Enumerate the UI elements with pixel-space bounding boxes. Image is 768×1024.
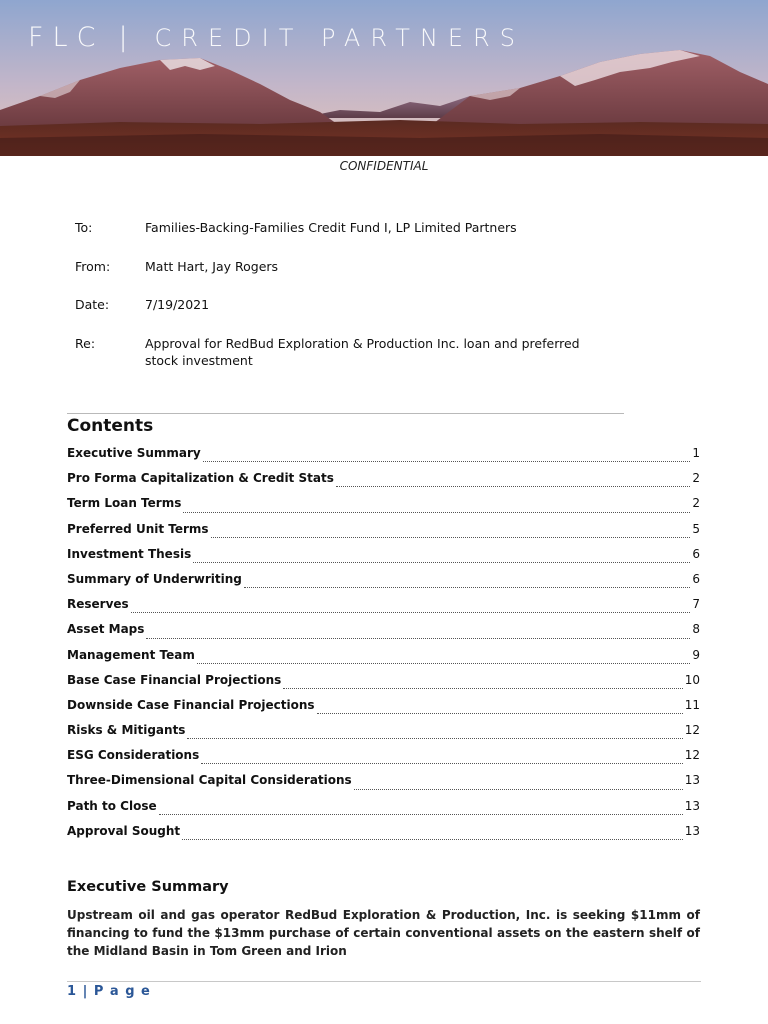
toc-entry-page: 6 xyxy=(692,546,700,561)
toc-dot-leader xyxy=(201,763,682,764)
toc-entry-page: 1 xyxy=(692,446,700,460)
toc-entry-page: 10 xyxy=(684,672,700,687)
brand-name: FLC xyxy=(28,22,105,53)
memo-to-row xyxy=(75,219,585,236)
toc-entry-title: Reserves xyxy=(67,597,129,612)
memo-re-value: Approval for RedBud Exploration & Production Inc. loan and preferred stock investment xyxy=(145,336,580,368)
toc-dot-leader xyxy=(183,512,690,513)
header-banner xyxy=(0,0,768,156)
toc-entry-title: Downside Case Financial Projections xyxy=(67,697,315,712)
toc-entry-title: Summary of Underwriting xyxy=(67,571,242,586)
toc-entry[interactable] xyxy=(67,597,700,622)
toc-entry-title: Approval Sought xyxy=(67,823,181,838)
toc-entry-title: Preferred Unit Terms xyxy=(67,521,209,536)
page-number: 1 | P a g e xyxy=(67,984,151,999)
toc-entry-page: 5 xyxy=(692,521,700,536)
toc-entry-page: 9 xyxy=(692,647,700,662)
table-of-contents xyxy=(67,446,700,849)
brand-separator: | xyxy=(118,22,137,53)
toc-entry[interactable] xyxy=(67,446,700,471)
toc-entry-page: 12 xyxy=(684,748,700,763)
toc-entry-title: ESG Considerations xyxy=(67,748,200,763)
toc-dot-leader xyxy=(203,461,691,462)
toc-entry-title: Base Case Financial Projections xyxy=(67,672,282,687)
toc-dot-leader xyxy=(146,638,690,639)
memo-re-row xyxy=(75,335,585,369)
toc-entry[interactable] xyxy=(67,522,700,547)
toc-entry[interactable] xyxy=(67,572,700,597)
toc-entry[interactable] xyxy=(67,748,700,773)
toc-entry[interactable] xyxy=(67,824,700,849)
toc-entry[interactable] xyxy=(67,723,700,748)
toc-dot-leader xyxy=(336,486,691,487)
toc-entry[interactable] xyxy=(67,773,700,798)
toc-entry-title: Path to Close xyxy=(67,798,157,813)
toc-entry-page: 13 xyxy=(684,798,700,813)
toc-dot-leader xyxy=(187,738,682,739)
toc-entry[interactable] xyxy=(67,698,700,723)
memo-date-label: Date: xyxy=(75,297,110,312)
toc-entry-page: 6 xyxy=(692,571,700,586)
toc-heading: Contents xyxy=(67,416,154,436)
divider xyxy=(67,413,624,414)
toc-entry-title: Investment Thesis xyxy=(67,546,192,561)
memo-from-label: From: xyxy=(75,259,111,274)
toc-dot-leader xyxy=(354,789,683,790)
toc-entry-page: 13 xyxy=(684,823,700,838)
toc-entry-page: 2 xyxy=(692,471,700,486)
toc-dot-leader xyxy=(317,713,683,714)
toc-dot-leader xyxy=(197,663,691,664)
toc-entry-title: Management Team xyxy=(67,647,195,662)
confidential-label: CONFIDENTIAL xyxy=(339,159,429,173)
toc-entry[interactable] xyxy=(67,673,700,698)
toc-entry[interactable] xyxy=(67,648,700,673)
toc-entry-title: Pro Forma Capitalization & Credit Stats xyxy=(67,471,334,486)
toc-entry[interactable] xyxy=(67,799,700,824)
memo-from-value: Matt Hart, Jay Rogers xyxy=(145,259,279,274)
toc-dot-leader xyxy=(193,562,690,563)
memo-date-row xyxy=(75,296,585,313)
toc-entry-page: 7 xyxy=(692,597,700,612)
toc-entry-page: 12 xyxy=(684,723,700,738)
toc-entry[interactable] xyxy=(67,471,700,496)
brand-tagline: CREDIT PARTNERS xyxy=(154,23,525,52)
toc-dot-leader xyxy=(131,612,691,613)
toc-entry[interactable] xyxy=(67,622,700,647)
toc-dot-leader xyxy=(244,587,690,588)
toc-entry-title: Asset Maps xyxy=(67,622,145,637)
toc-entry-page: 2 xyxy=(692,496,700,511)
memo-re-label: Re: xyxy=(75,336,96,351)
memo-to-value: Families-Backing-Families Credit Fund I, LP Limited Partners xyxy=(145,220,517,235)
memo-date-value: 7/19/2021 xyxy=(145,297,210,312)
toc-dot-leader xyxy=(159,814,683,815)
toc-entry-page: 13 xyxy=(684,773,700,788)
memo-to-label: To: xyxy=(75,220,93,235)
toc-entry[interactable] xyxy=(67,496,700,521)
toc-entry-title: Three-Dimensional Capital Considerations xyxy=(67,773,352,788)
toc-entry[interactable] xyxy=(67,547,700,572)
toc-entry-page: 8 xyxy=(692,622,700,637)
footer-divider xyxy=(67,981,701,982)
toc-entry-title: Executive Summary xyxy=(67,446,201,460)
toc-dot-leader xyxy=(211,537,691,538)
memo-from-row xyxy=(75,258,585,275)
toc-entry-title: Risks & Mitigants xyxy=(67,723,186,738)
executive-summary-text: Upstream oil and gas operator RedBud Exploration & Production, Inc. is seeking $11mm of financing to fund the $13mm purchase of certain conventional assets on the eastern shelf of the Midland Basin in Tom Green and Irion xyxy=(67,908,700,958)
toc-dot-leader xyxy=(182,839,683,840)
executive-summary-heading: Executive Summary xyxy=(67,879,229,895)
toc-dot-leader xyxy=(283,688,682,689)
toc-entry-page: 11 xyxy=(684,697,700,712)
brand-logo xyxy=(28,22,525,53)
toc-entry-title: Term Loan Terms xyxy=(67,496,182,511)
